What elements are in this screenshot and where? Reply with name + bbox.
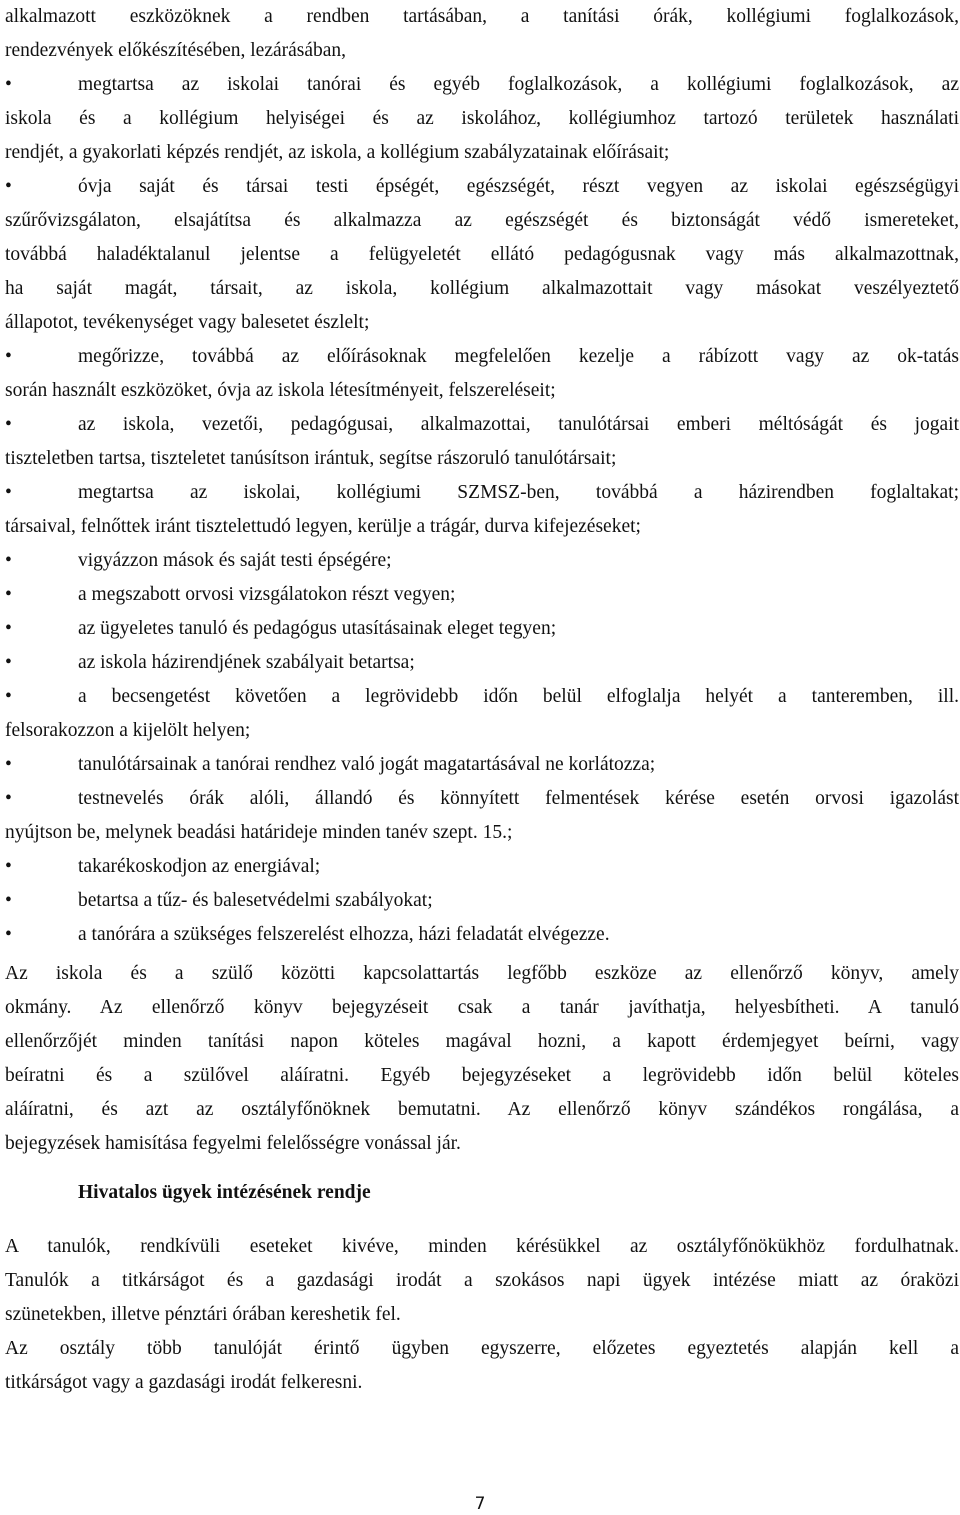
text-line: bejegyzések hamisítása fegyelmi felelősségre vonással jár. (5, 1133, 461, 1154)
bullet-marker: • (5, 788, 12, 809)
bullet-item-line (5, 782, 959, 816)
text-line: társaival, felnőttek iránt tisztelettudó legyen, kerülje a trágár, durva kifejezéseket; (5, 516, 641, 537)
bullet-item-text: megtartsa az iskolai tanórai és egyéb foglalkozások, a kollégiumi foglalkozások, az (78, 74, 959, 95)
bullet-marker: • (5, 414, 12, 435)
bullet-item-line (5, 408, 959, 442)
bullet-marker: • (5, 584, 12, 605)
text-line: beíratni és a szülővel aláíratni. Egyéb bejegyzéseket a legrövidebb időn belül köteles (5, 1065, 959, 1086)
bullet-item-text: a megszabott orvosi vizsgálatokon részt vegyen; (78, 584, 456, 605)
bullet-item-text: tanulótársainak a tanórai rendhez való jogát magatartásával ne korlátozza; (78, 754, 656, 775)
bullet-item-text: a becsengetést követően a legrövidebb időn belül elfoglalja helyét a tanteremben, ill. (78, 686, 959, 707)
bullet-item-line (5, 918, 959, 952)
bullet-item-line (5, 340, 959, 374)
bullet-item-text: az iskola házirendjének szabályait betartsa; (78, 652, 415, 673)
bullet-item-line (5, 646, 959, 680)
bullet-item-line (5, 680, 959, 714)
text-line: titkárságot vagy a gazdasági irodát felkeresni. (5, 1372, 363, 1393)
text-line: aláíratni, és azt az osztályfőnöknek bemutatni. Az ellenőrző könyv szándékos rongálása, a (5, 1099, 959, 1120)
bullet-marker: • (5, 176, 12, 197)
bullet-item-line (5, 884, 959, 918)
bullet-marker: • (5, 482, 12, 503)
text-line: ellenőrzőjét minden tanítási napon köteles magával hozni, a kapott érdemjegyet beírni, vagy (5, 1031, 959, 1052)
bullet-item-text: a tanórára a szükséges felszerelést elhozza, házi feladatát elvégezze. (78, 924, 610, 945)
bullet-item-text: az iskola, vezetői, pedagógusai, alkalmazottai, tanulótársai emberi méltóságát és jogait (78, 414, 959, 435)
bullet-item-text: megőrizze, továbbá az előírásoknak megfelelően kezelje a rábízott vagy az ok-tatás (78, 346, 959, 367)
bullet-item-line (5, 612, 959, 646)
bullet-marker: • (5, 618, 12, 639)
text-line: szünetekben, illetve pénztári órában kereshetik fel. (5, 1304, 401, 1325)
text-line: felsorakozzon a kijelölt helyen; (5, 720, 251, 741)
bullet-item-line (5, 544, 959, 578)
bullet-item-line (5, 748, 959, 782)
text-line: Tanulók a titkárságot és a gazdasági irodát a szokásos napi ügyek intézése miatt az óraközi (5, 1270, 959, 1291)
bullet-marker: • (5, 652, 12, 673)
bullet-marker: • (5, 346, 12, 367)
text-line: nyújtson be, melynek beadási határideje minden tanév szept. 15.; (5, 822, 513, 843)
bullet-marker: • (5, 890, 12, 911)
text-line: ha saját magát, társait, az iskola, kollégium alkalmazottait vagy másokat veszélyeztető (5, 278, 959, 299)
text-line: Az iskola és a szülő közötti kapcsolattartás legfőbb eszköze az ellenőrző könyv, amely (5, 963, 959, 984)
text-line: tiszteletben tartsa, tiszteletet tanúsítson irántuk, segítse rászoruló tanulótársait; (5, 448, 617, 469)
bullet-item-line (5, 850, 959, 884)
text-line: szűrővizsgálaton, elsajátítsa és alkalmazza az egészségét és biztonságát védő ismereteket, (5, 210, 959, 231)
text-line: során használt eszközöket, óvja az iskola létesítményeit, felszereléseit; (5, 380, 556, 401)
bullet-marker: • (5, 856, 12, 877)
bullet-marker: • (5, 754, 12, 775)
bullet-marker: • (5, 74, 12, 95)
bullet-marker: • (5, 686, 12, 707)
bullet-item-line (5, 170, 959, 204)
text-line: rendjét, a gyakorlati képzés rendjét, az iskola, a kollégium szabályzatainak előírásait; (5, 142, 670, 163)
text-line: iskola és a kollégium helyiségei és az iskolához, kollégiumhoz tartozó területek használati (5, 108, 959, 129)
text-line: alkalmazott eszközöknek a rendben tartásában, a tanítási órák, kollégiumi foglalkozások, (5, 6, 959, 27)
bullet-item-text: megtartsa az iskolai, kollégiumi SZMSZ-ben, továbbá a házirendben foglaltakat; (78, 482, 959, 503)
page-number: 7 (474, 1494, 486, 1514)
bullet-marker: • (5, 924, 12, 945)
text-line: okmány. Az ellenőrző könyv bejegyzéseit csak a tanár javíthatja, helyesbítheti. A tanuló (5, 997, 959, 1018)
bullet-item-text: takarékoskodjon az energiával; (78, 856, 321, 877)
bullet-item-text: betartsa a tűz- és balesetvédelmi szabályokat; (78, 890, 433, 911)
section-heading-text: Hivatalos ügyek intézésének rendje (78, 1182, 371, 1203)
bullet-item-text: az ügyeletes tanuló és pedagógus utasításainak eleget tegyen; (78, 618, 557, 639)
bullet-item-text: óvja saját és társai testi épségét, egészségét, részt vegyen az iskolai egészségügyi (78, 176, 959, 197)
text-line: továbbá haladéktalanul jelentse a felügyeletét ellátó pedagógusnak vagy más alkalmazottnak, (5, 244, 959, 265)
bullet-item-line (5, 476, 959, 510)
bullet-item-text: vigyázzon mások és saját testi épségére; (78, 550, 392, 571)
bullet-item-line (5, 578, 959, 612)
text-line: Az osztály több tanulóját érintő ügyben egyszerre, előzetes egyeztetés alapján kell a (5, 1338, 959, 1359)
bullet-item-text: testnevelés órák alóli, állandó és könnyített felmentések kérése esetén orvosi igazolást (78, 788, 959, 809)
bullet-item-line (5, 68, 959, 102)
bullet-marker: • (5, 550, 12, 571)
text-line: rendezvények előkészítésében, lezárásában, (5, 40, 347, 61)
section-heading (5, 1176, 959, 1210)
text-line: állapotot, tevékenységet vagy balesetet észlelt; (5, 312, 370, 333)
text-line: A tanulók, rendkívüli eseteket kivéve, minden kérésükkel az osztályfőnökükhöz fordulhatnak. (5, 1236, 959, 1257)
